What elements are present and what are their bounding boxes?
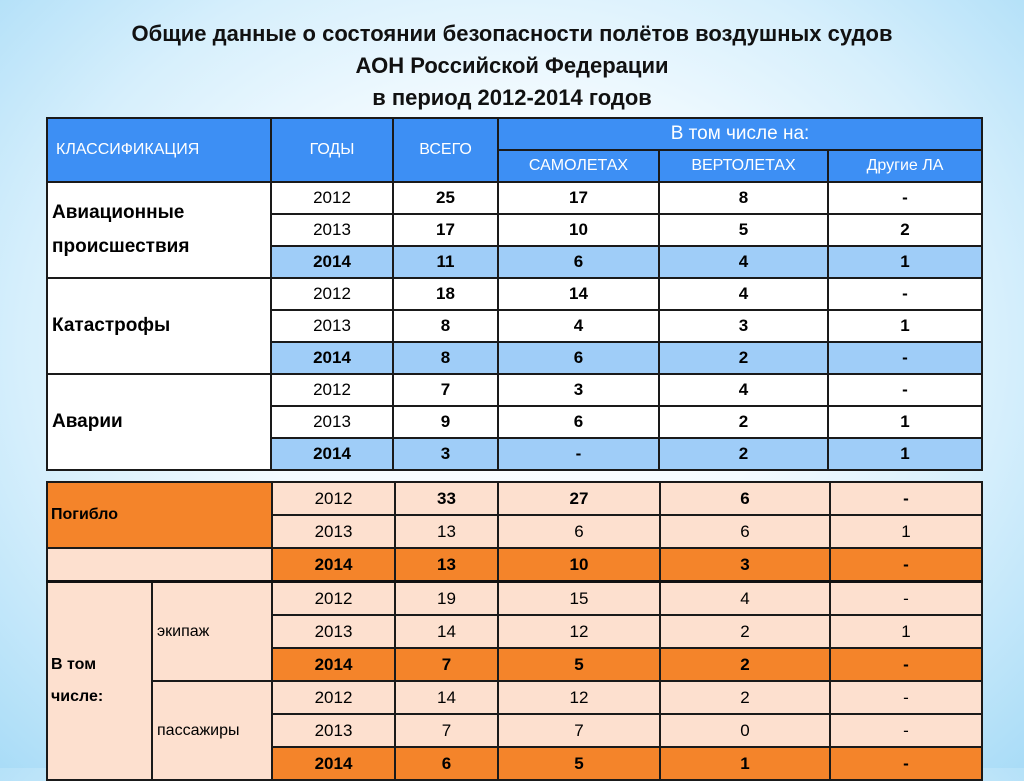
title-line-3: в период 2012-2014 годов <box>372 85 652 110</box>
year-cell: 2013 <box>271 310 393 342</box>
other-cell: 1 <box>828 438 982 470</box>
fatalities-table <box>46 481 983 781</box>
year-cell: 2012 <box>272 482 395 515</box>
helicopters-cell: 2 <box>659 342 828 374</box>
table-row <box>47 374 982 406</box>
helicopters-cell: 6 <box>660 482 830 515</box>
category-catastrophes: Катастрофы <box>47 278 271 374</box>
header-classification: КЛАССИФИКАЦИЯ <box>47 118 271 182</box>
planes-cell: 10 <box>498 548 660 582</box>
helicopters-cell: 5 <box>659 214 828 246</box>
planes-cell: - <box>498 438 659 470</box>
total-cell: 8 <box>393 310 498 342</box>
year-cell: 2014 <box>271 438 393 470</box>
other-cell: - <box>828 278 982 310</box>
year-cell: 2012 <box>271 182 393 214</box>
total-cell: 6 <box>395 747 498 780</box>
table-row <box>47 278 982 310</box>
category-dead: Погибло <box>47 482 272 548</box>
helicopters-cell: 4 <box>659 374 828 406</box>
other-cell: - <box>828 342 982 374</box>
year-cell: 2012 <box>272 582 395 616</box>
planes-cell: 7 <box>498 714 660 747</box>
total-cell: 13 <box>395 515 498 548</box>
total-cell: 25 <box>393 182 498 214</box>
table-row <box>47 548 982 582</box>
title-line-1: Общие данные о состоянии безопасности полётов воздушных судов <box>131 21 893 46</box>
helicopters-cell: 4 <box>659 246 828 278</box>
other-cell: - <box>830 548 982 582</box>
planes-cell: 12 <box>498 615 660 648</box>
other-cell: - <box>830 582 982 616</box>
total-cell: 13 <box>395 548 498 582</box>
header-planes: САМОЛЕТАХ <box>498 150 659 182</box>
planes-cell: 6 <box>498 515 660 548</box>
year-cell: 2014 <box>271 342 393 374</box>
helicopters-cell: 1 <box>660 747 830 780</box>
table-row <box>47 681 982 714</box>
total-cell: 9 <box>393 406 498 438</box>
total-cell: 8 <box>393 342 498 374</box>
planes-cell: 6 <box>498 406 659 438</box>
planes-cell: 27 <box>498 482 660 515</box>
helicopters-cell: 0 <box>660 714 830 747</box>
helicopters-cell: 8 <box>659 182 828 214</box>
incidents-table <box>46 117 983 471</box>
subcategory-crew: экипаж <box>152 582 272 682</box>
year-cell: 2012 <box>272 681 395 714</box>
year-cell: 2014 <box>272 648 395 681</box>
table-row <box>47 182 982 214</box>
table-row <box>47 582 982 616</box>
category-accidents: Авиационные происшествия <box>47 182 271 278</box>
helicopters-cell: 2 <box>660 681 830 714</box>
planes-cell: 5 <box>498 747 660 780</box>
helicopters-cell: 3 <box>659 310 828 342</box>
total-cell: 14 <box>395 615 498 648</box>
planes-cell: 5 <box>498 648 660 681</box>
helicopters-cell: 2 <box>659 406 828 438</box>
title-line-2: АОН Российской Федерации <box>355 53 669 78</box>
planes-cell: 6 <box>498 246 659 278</box>
header-total: ВСЕГО <box>393 118 498 182</box>
total-cell: 7 <box>395 648 498 681</box>
other-cell: - <box>830 482 982 515</box>
header-helicopters: ВЕРТОЛЕТАХ <box>659 150 828 182</box>
year-cell: 2013 <box>271 406 393 438</box>
planes-cell: 3 <box>498 374 659 406</box>
table-row <box>47 482 982 515</box>
planes-cell: 10 <box>498 214 659 246</box>
year-cell: 2012 <box>271 374 393 406</box>
year-cell: 2014 <box>271 246 393 278</box>
header-other: Другие ЛА <box>828 150 982 182</box>
total-cell: 33 <box>395 482 498 515</box>
other-cell: - <box>830 648 982 681</box>
year-cell: 2013 <box>271 214 393 246</box>
total-cell: 18 <box>393 278 498 310</box>
planes-cell: 6 <box>498 342 659 374</box>
header-including: В том числе на: <box>498 118 982 150</box>
year-cell: 2013 <box>272 515 395 548</box>
other-cell: - <box>830 681 982 714</box>
planes-cell: 15 <box>498 582 660 616</box>
helicopters-cell: 2 <box>659 438 828 470</box>
year-cell: 2013 <box>272 615 395 648</box>
other-cell: - <box>828 374 982 406</box>
other-cell: 1 <box>830 515 982 548</box>
category-including: В том числе: <box>47 582 152 781</box>
planes-cell: 12 <box>498 681 660 714</box>
other-cell: 1 <box>828 246 982 278</box>
total-cell: 7 <box>395 714 498 747</box>
other-cell: 1 <box>830 615 982 648</box>
other-cell: 2 <box>828 214 982 246</box>
other-cell: 1 <box>828 406 982 438</box>
category-crashes: Аварии <box>47 374 271 470</box>
helicopters-cell: 4 <box>660 582 830 616</box>
helicopters-cell: 4 <box>659 278 828 310</box>
helicopters-cell: 6 <box>660 515 830 548</box>
helicopters-cell: 2 <box>660 615 830 648</box>
year-cell: 2014 <box>272 747 395 780</box>
total-cell: 19 <box>395 582 498 616</box>
empty-cell <box>47 548 272 582</box>
year-cell: 2013 <box>272 714 395 747</box>
total-cell: 14 <box>395 681 498 714</box>
helicopters-cell: 2 <box>660 648 830 681</box>
total-cell: 11 <box>393 246 498 278</box>
planes-cell: 17 <box>498 182 659 214</box>
year-cell: 2012 <box>271 278 393 310</box>
slide-title <box>0 18 1024 114</box>
total-cell: 17 <box>393 214 498 246</box>
subcategory-passengers: пассажиры <box>152 681 272 780</box>
year-cell: 2014 <box>272 548 395 582</box>
other-cell: - <box>830 747 982 780</box>
header-years: ГОДЫ <box>271 118 393 182</box>
planes-cell: 4 <box>498 310 659 342</box>
other-cell: - <box>830 714 982 747</box>
other-cell: 1 <box>828 310 982 342</box>
planes-cell: 14 <box>498 278 659 310</box>
total-cell: 3 <box>393 438 498 470</box>
total-cell: 7 <box>393 374 498 406</box>
other-cell: - <box>828 182 982 214</box>
helicopters-cell: 3 <box>660 548 830 582</box>
